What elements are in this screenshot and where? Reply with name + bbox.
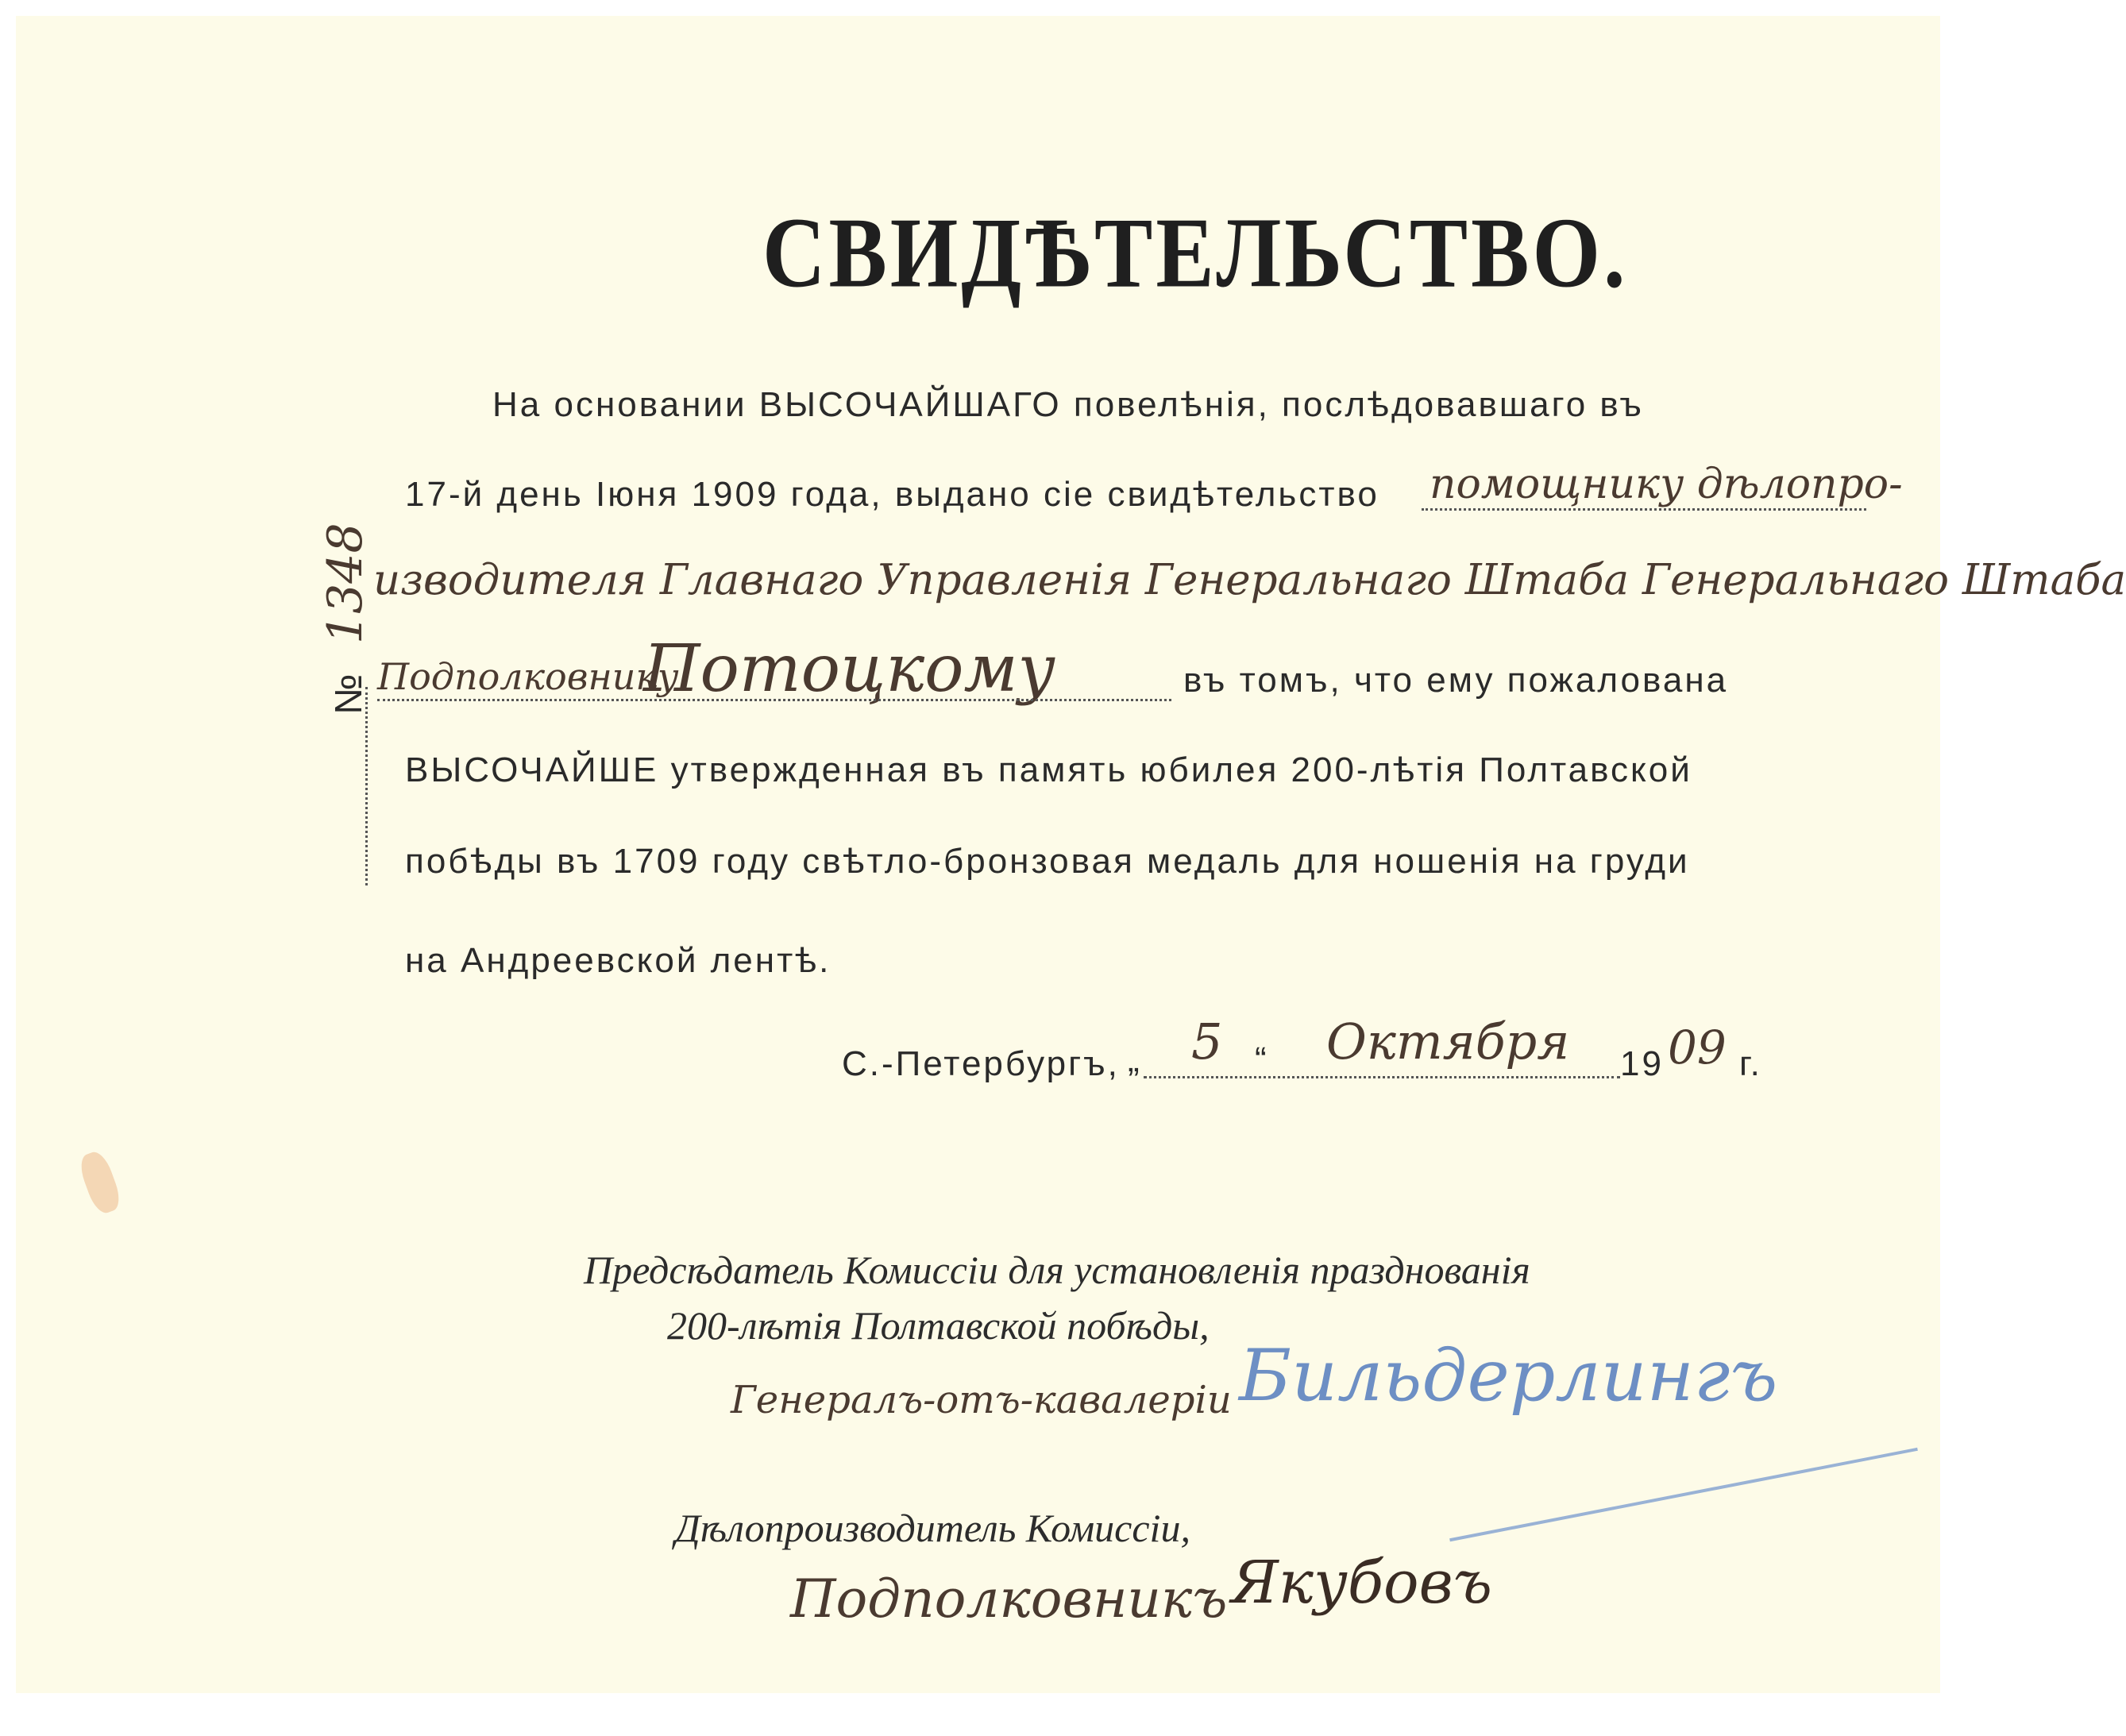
date-fill-line <box>1144 1076 1620 1078</box>
clerk-title: Дѣлопроизводитель Комиссіи, <box>675 1506 1190 1550</box>
chairman-signature: Бильдерлингъ <box>1239 1334 1778 1418</box>
number-sign: № <box>328 671 370 715</box>
handwritten-post: помощнику дѣлопро- <box>1430 461 1903 508</box>
chairman-title-1: Предсѣдатель Комиссіи для установленія празднованія <box>584 1248 1530 1292</box>
number-value: 1348 <box>318 523 373 645</box>
fill-line-4 <box>377 699 1171 701</box>
year-end: г. <box>1739 1044 1762 1083</box>
blue-pencil-stroke <box>1449 1448 1918 1541</box>
chairman-title-2: 200-лѣтія Полтавской побѣды, <box>667 1303 1210 1348</box>
clerk-rank: Подполковникъ <box>790 1568 1228 1630</box>
handwritten-rank: Подполковнику <box>377 655 679 698</box>
year-suffix: 09 <box>1668 1020 1727 1074</box>
paper-stain <box>76 1148 125 1217</box>
handwritten-surname: Потоцкому <box>643 631 1056 707</box>
fill-line-2 <box>1422 508 1866 511</box>
clerk-signature: Якубовъ <box>1231 1549 1492 1617</box>
text-line-6: побѣды въ 1709 году свѣтло-бронзовая медаль для ношенія на груди <box>405 842 1690 881</box>
text-line-1: На основании ВЫСОЧАЙШАГО повелѣнія, послѣдовавшаго въ <box>492 385 1644 424</box>
text-line-4: въ томъ, что ему пожалована <box>1183 661 1729 700</box>
number-dotted-line <box>365 687 368 885</box>
text-line-5: ВЫСОЧАЙШЕ утвержденная въ память юбилея 200-лѣтія Полтавской <box>405 750 1692 789</box>
year-prefix: 19 <box>1620 1044 1664 1083</box>
quote-close: “ <box>1255 1040 1269 1079</box>
handwritten-department: изводителя Главнаго Управленія Генеральнаго Штаба Генеральнаго Штаба <box>373 556 2126 604</box>
text-line-2: 17-й день Іюня 1909 года, выдано сіе свидѣтельство <box>405 475 1379 514</box>
document-title: СВИДѢТЕЛЬСТВО. <box>762 196 1629 309</box>
certificate-number <box>318 523 373 715</box>
text-line-7: на Андреевской лентѣ. <box>405 941 831 980</box>
certificate-page <box>16 16 2126 1693</box>
date-day: 5 <box>1191 1013 1223 1071</box>
quote-open: „ <box>1128 1040 1142 1079</box>
date-month: Октября <box>1326 1013 1570 1071</box>
city-label: С.-Петербургъ, <box>842 1044 1120 1083</box>
chairman-rank: Генералъ-отъ-кавалеріи <box>731 1378 1232 1422</box>
